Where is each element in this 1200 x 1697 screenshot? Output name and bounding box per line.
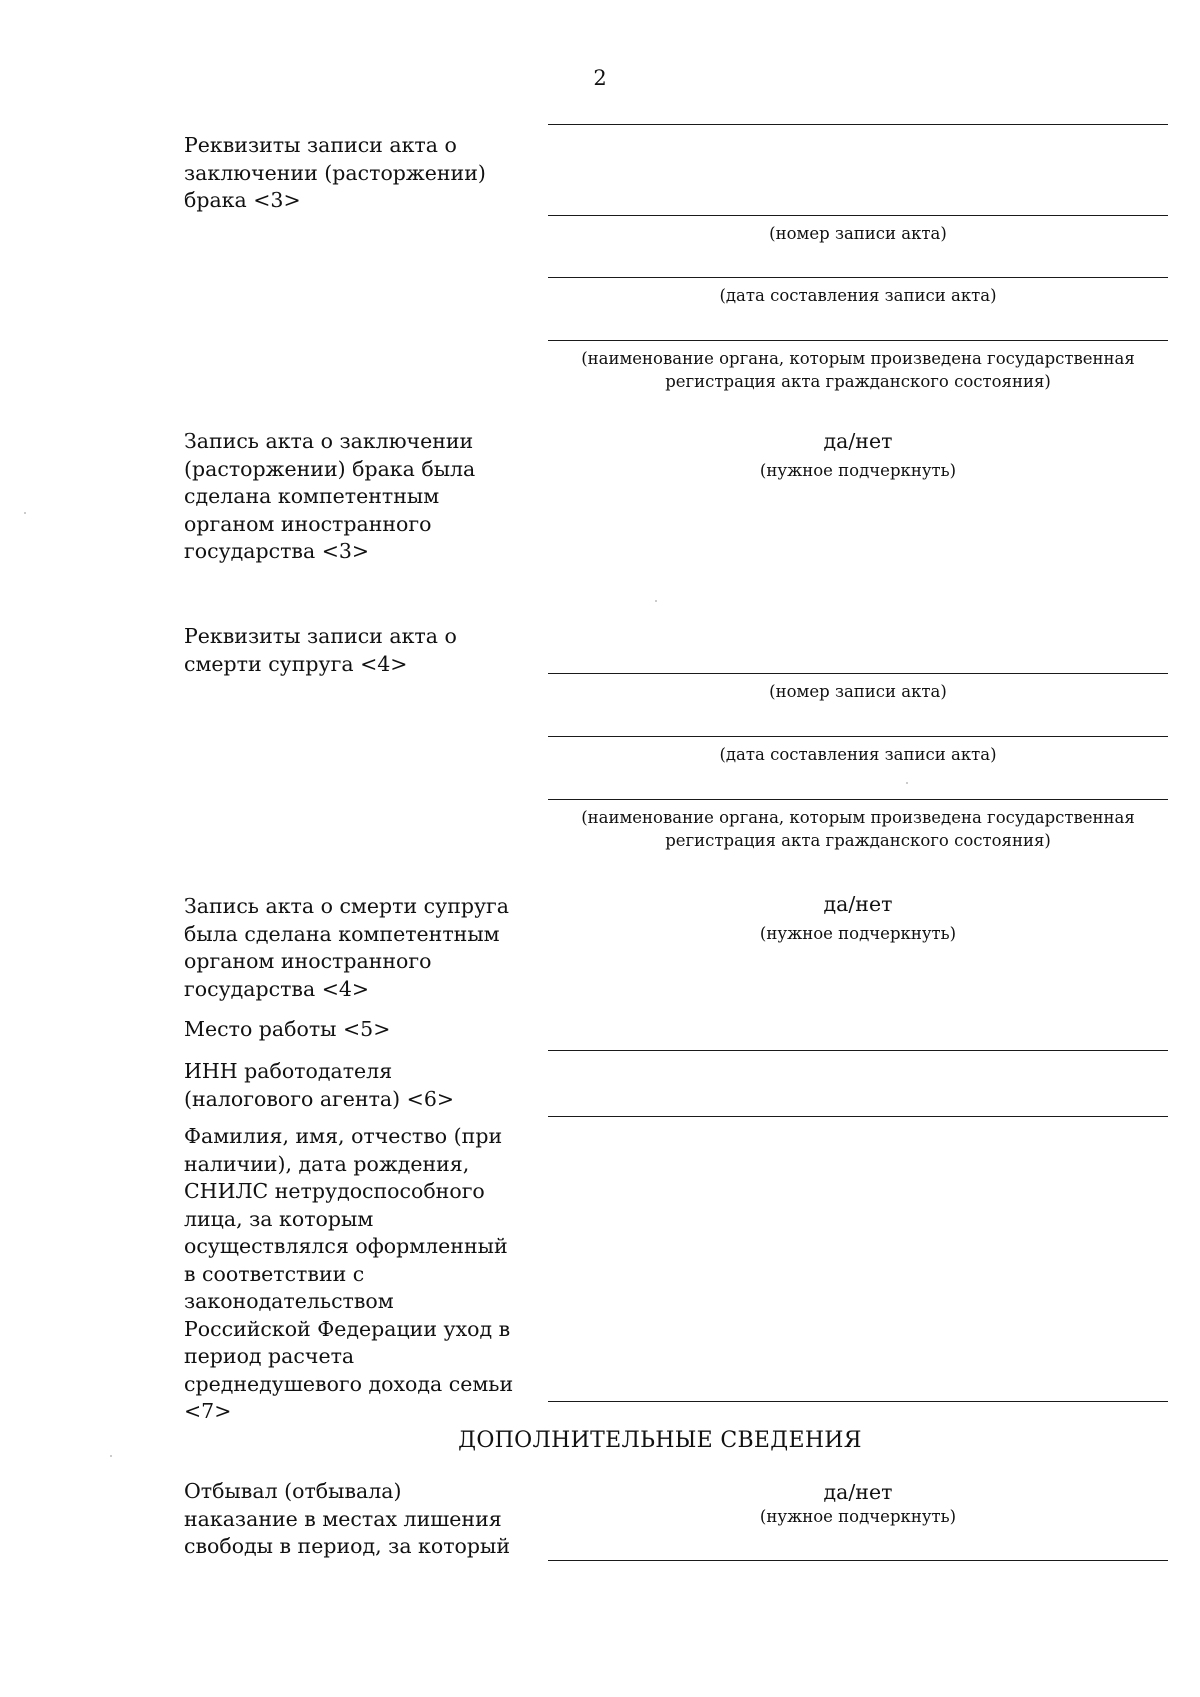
workplace-label: Место работы <5>: [184, 1017, 391, 1041]
death-record-number-caption: (номер записи акта): [769, 682, 947, 701]
scan-speck: [24, 512, 26, 514]
death-record-date-caption: (дата составления записи акта): [719, 745, 997, 764]
death-record-authority-caption: (наименование органа, которым произведена государственная регистрация акта гражданского состояния): [581, 808, 1135, 850]
marriage-foreign-hint: (нужное подчеркнуть): [759, 461, 957, 480]
death-record-number-line[interactable]: [548, 673, 1168, 674]
imprisonment-line[interactable]: [548, 1560, 1168, 1561]
scan-speck: [110, 1455, 112, 1457]
employer-inn-label: ИНН работодателя (налогового агента) <6>: [184, 1059, 455, 1111]
care-person-label: Фамилия, имя, отчество (при наличии), дата рождения, СНИЛС нетрудоспособного лица, за которым осуществлялся оформленный в соответствии с законодательством Российской Федерации уход в период расчета среднедушевого дохода семьи <7>: [184, 1124, 514, 1423]
marriage-foreign-label: Запись акта о заключении (расторжении) брака была сделана компетентным органом иностранного государства <3>: [184, 429, 476, 563]
marriage-record-authority-caption: (наименование органа, которым произведена государственная регистрация акта гражданского состояния): [581, 349, 1135, 391]
page-number: 2: [593, 66, 607, 90]
imprisonment-choice[interactable]: да/нет: [823, 1480, 893, 1504]
scan-speck: [906, 782, 908, 784]
death-record-label: Реквизиты записи акта о смерти супруга <4>: [184, 624, 457, 676]
marriage-record-line-top[interactable]: [548, 124, 1168, 125]
marriage-record-authority-line[interactable]: [548, 340, 1168, 341]
marriage-record-number-caption: (номер записи акта): [769, 224, 947, 243]
death-record-authority-line[interactable]: [548, 799, 1168, 800]
death-foreign-hint: (нужное подчеркнуть): [759, 924, 957, 943]
death-record-date-line[interactable]: [548, 736, 1168, 737]
imprisonment-label: Отбывал (отбывала) наказание в местах лишения свободы в период, за который: [184, 1479, 510, 1558]
marriage-record-number-line[interactable]: [548, 215, 1168, 216]
death-foreign-choice[interactable]: да/нет: [823, 892, 893, 916]
employer-inn-line[interactable]: [548, 1116, 1168, 1117]
care-person-line[interactable]: [548, 1401, 1168, 1402]
additional-info-heading: ДОПОЛНИТЕЛЬНЫЕ СВЕДЕНИЯ: [458, 1428, 862, 1453]
marriage-foreign-choice[interactable]: да/нет: [823, 429, 893, 453]
marriage-record-label: Реквизиты записи акта о заключении (расторжении) брака <3>: [184, 133, 486, 212]
scan-speck: [655, 600, 657, 602]
marriage-record-date-caption: (дата составления записи акта): [719, 286, 997, 305]
workplace-line[interactable]: [548, 1050, 1168, 1051]
marriage-record-date-line[interactable]: [548, 277, 1168, 278]
death-foreign-label: Запись акта о смерти супруга была сделана компетентным органом иностранного государства <4>: [184, 894, 510, 1001]
imprisonment-hint: (нужное подчеркнуть): [759, 1507, 957, 1526]
